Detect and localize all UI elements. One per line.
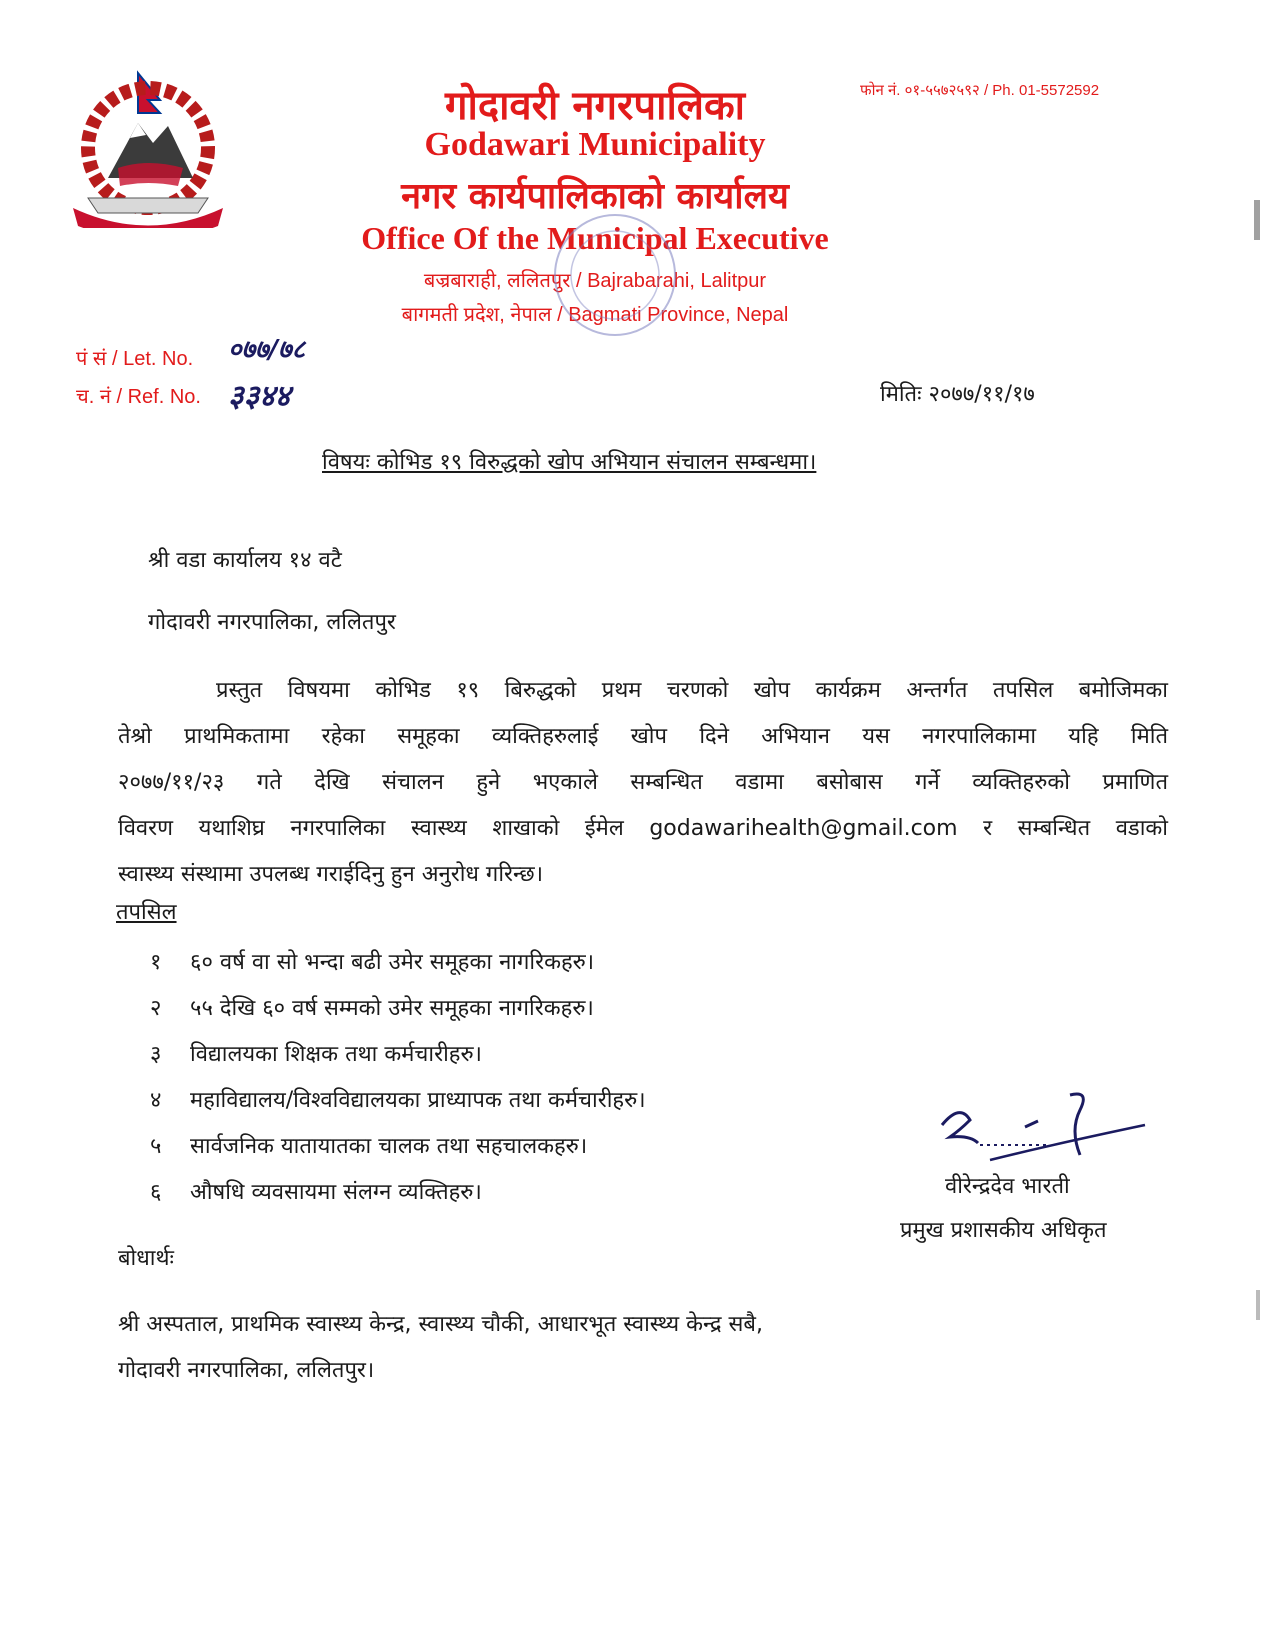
list-item [150,1084,646,1114]
recipient-line-2: गोदावरी नगरपालिका, ललितपुर [148,610,396,635]
recipient-line-1: श्री वडा कार्यालय १४ वटै [148,548,342,573]
list-item-number: १ [150,950,162,975]
ref-number-label: च. नं / Ref. No. [76,386,201,408]
body-paragraph [118,668,1168,898]
subject-line: विषयः कोभिड १९ विरुद्धको खोप अभियान संचालन सम्बन्धमा। [322,450,817,475]
list-item-text: औषधि व्यवसायमा संलग्न व्यक्तिहरु। [190,1180,482,1205]
list-item [150,1176,482,1206]
emblem-icon [68,68,228,228]
signatory-name: वीरेन्द्रदेव भारती [945,1174,1070,1199]
list-item-number: ४ [150,1088,162,1113]
list-item-text: ५५ देखि ६० वर्ष सम्मको उमेर समूहका नागरिकहरु। [190,996,594,1021]
body-line: स्वास्थ्य संस्थामा उपलब्ध गराईदिनु हुन अनुरोध गरिन्छ। [118,862,544,887]
list-item-text: विद्यालयका शिक्षक तथा कर्मचारीहरु। [190,1042,482,1067]
list-item [150,1130,587,1160]
letter-number-label: पं सं / Let. No. [76,348,194,370]
address-line-2: बागमती प्रदेश, नेपाल / Bagmati Province, Nepal [401,304,789,326]
scan-edge-mark [1254,200,1260,240]
body-line: प्रस्तुत विषयमा कोभिड १९ बिरुद्धको प्रथम चरणको खोप कार्यक्रम अन्तर्गत तपसिल बमोजिमका [216,678,1168,703]
office-title-en: Office Of the Municipal Executive [361,220,829,256]
ref-number-value: ३३४४ [228,379,291,414]
signatory-title: प्रमुख प्रशासकीय अधिकृत [900,1218,1107,1243]
body-line: विवरण यथाशिघ्र नगरपालिका स्वास्थ्य शाखाको ईमेल godawarihealth@gmail.com र सम्बन्धित वडाको [118,816,1168,841]
scan-edge-mark [1256,1290,1260,1320]
bodhartha-line-1: श्री अस्पताल, प्राथमिक स्वास्थ्य केन्द्र, स्वास्थ्य चौकी, आधारभूत स्वास्थ्य केन्द्र सबै, [118,1312,763,1337]
list-item-number: ६ [150,1180,162,1205]
body-line: २०७७/११/२३ गते देखि संचालन हुने भएकाले सम्बन्धित वडामा बसोबास गर्ने व्यक्तिहरुको प्रमाणित [118,770,1168,795]
municipality-title-np: गोदावरी नगरपालिका [444,83,746,129]
list-item [150,992,594,1022]
office-title-np: नगर कार्यपालिकाको कार्यालय [401,176,789,217]
body-line: तेश्रो प्राथमिकतामा रहेका समूहका व्यक्तिहरुलाई खोप दिने अभियान यस नगरपालिकामा यहि मिति [118,724,1168,749]
list-item-number: ५ [150,1134,162,1159]
office-stamp [540,200,690,350]
handwritten-signature [930,1085,1150,1175]
list-item-number: २ [150,996,162,1021]
list-item [150,946,594,976]
letter-number-value: ०७७/७८ [228,335,306,365]
list-item-number: ३ [150,1042,162,1067]
nepal-emblem-logo [68,68,228,228]
letter-date: मितिः २०७७/११/१७ [880,382,1035,407]
list-item-text: महाविद्यालय/विश्वविद्यालयका प्राध्यापक तथा कर्मचारीहरु। [190,1088,646,1113]
address-line-1: बज्रबाराही, ललितपुर / Bajrabarahi, Lalitpur [423,270,767,292]
list-item-text: सार्वजनिक यातायातका चालक तथा सहचालकहरु। [190,1134,588,1159]
phone-number: फोन नं. ०१-५५७२५९२ / Ph. 01-5572592 [860,82,1100,99]
tapasil-heading: तपसिल [116,900,177,925]
list-item [150,1038,482,1068]
list-item-text: ६० वर्ष वा सो भन्दा बढी उमेर समूहका नागरिकहरु। [190,950,595,975]
bodhartha-heading: बोधार्थः [118,1246,174,1271]
bodhartha-line-2: गोदावरी नगरपालिका, ललितपुर। [118,1358,375,1383]
municipality-title-en: Godawari Municipality [424,126,766,163]
